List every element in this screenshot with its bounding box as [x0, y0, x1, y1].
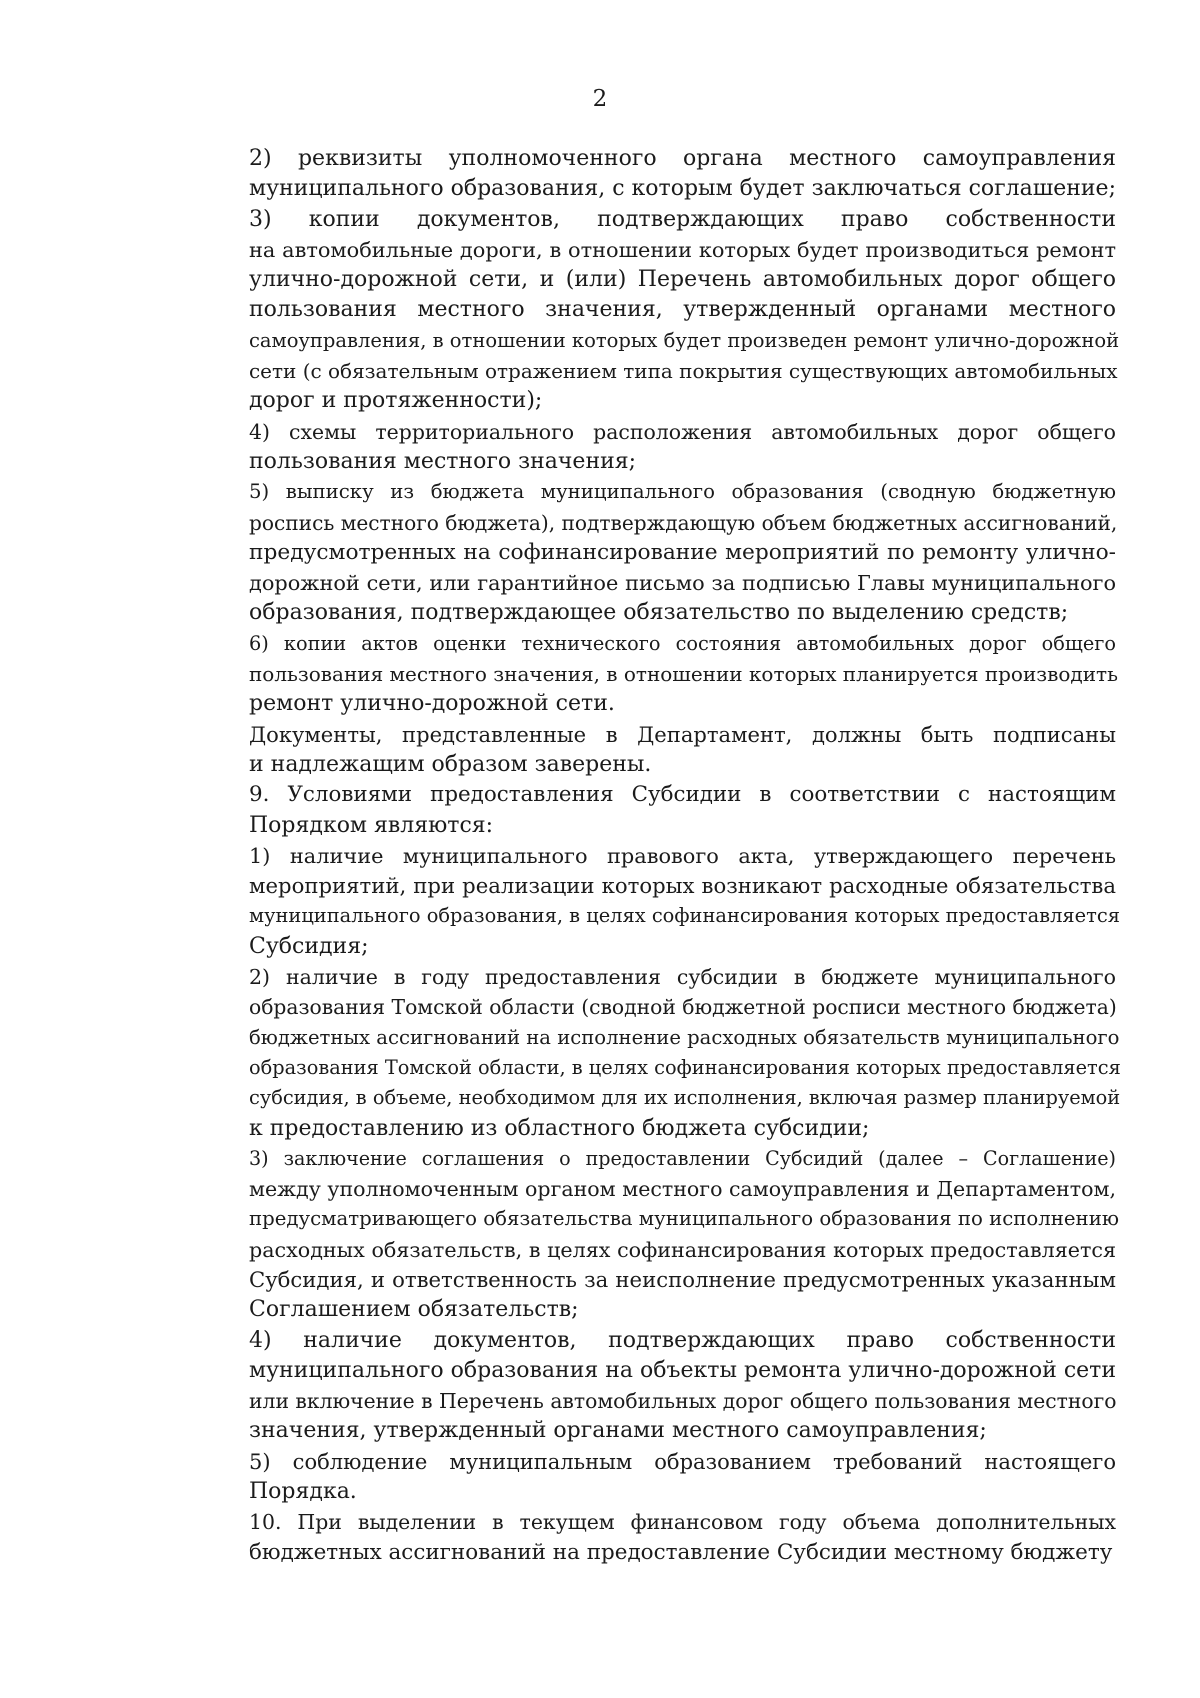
text-line: образования, подтверждающее обязательство по выделению средств; — [249, 600, 1069, 626]
text-line: образования Томской области (сводной бюджетной росписи местного бюджета) — [249, 995, 1117, 1020]
text-line: дорожной сети, или гарантийное письмо за подписью Главы муниципального — [249, 571, 1116, 596]
page-number: 2 — [592, 86, 608, 112]
text-line: бюджетных ассигнований на предоставление Субсидии местному бюджету — [249, 1539, 1113, 1565]
text-line: Порядка. — [249, 1479, 357, 1505]
text-line: 4) схемы территориального расположения автомобильных дорог общего — [249, 419, 1116, 444]
text-line: улично-дорожной сети, и (или) Перечень автомобильных дорог общего — [249, 267, 1116, 293]
text-line: 2) реквизиты уполномоченного органа местного самоуправления — [249, 146, 1116, 171]
text-line: пользования местного значения; — [249, 448, 637, 474]
text-line: пользования местного значения, утвержденный органами местного — [249, 297, 1116, 323]
paragraph — [173, 841, 1120, 962]
text-line: Субсидия; — [249, 933, 369, 959]
text-line: или включение в Перечень автомобильных дорог общего пользования местного — [249, 1389, 1117, 1414]
paragraph — [173, 720, 1116, 781]
text-line: 3) заключение соглашения о предоставлении Субсидий (далее – Соглашение) — [249, 1146, 1116, 1170]
text-line: предусматривающего обязательства муниципального образования по исполнению — [249, 1207, 1119, 1231]
paragraph — [173, 962, 1121, 1144]
text-line: к предоставлению из областного бюджета субсидии; — [249, 1115, 870, 1141]
text-line: 4) наличие документов, подтверждающих право собственности — [249, 1327, 1116, 1353]
text-line: 5) выписку из бюджета муниципального образования (сводную бюджетную — [249, 480, 1116, 504]
text-line: роспись местного бюджета), подтверждающую объем бюджетных ассигнований, — [249, 510, 1118, 535]
text-line: сети (с обязательным отражением типа покрытия существующих автомобильных — [249, 359, 1118, 384]
text-line: муниципального образования на объекты ремонта улично-дорожной сети — [249, 1357, 1116, 1383]
text-line: 2) наличие в году предоставления субсидии в бюджете муниципального — [249, 965, 1116, 990]
text-line: ремонт улично-дорожной сети. — [249, 691, 615, 717]
text-line: субсидия, в объеме, необходимом для их исполнения, включая размер планируемой — [249, 1086, 1121, 1110]
text-line: самоуправления, в отношении которых будет произведен ремонт улично-дорожной — [249, 328, 1120, 352]
text-line: муниципального образования, с которым будет заключаться соглашение; — [249, 176, 1116, 202]
text-line: предусмотренных на софинансирование мероприятий по ремонту улично- — [249, 539, 1116, 565]
text-line: расходных обязательств, в целях софинансирования которых предоставляется — [249, 1237, 1116, 1262]
paragraph — [173, 780, 1116, 841]
text-line: Субсидия, и ответственность за неисполнение предусмотренных указанным — [249, 1266, 1116, 1292]
paragraph — [173, 1144, 1119, 1326]
paragraph — [173, 629, 1116, 720]
text-line: пользования местного значения, в отношении которых планируется производить — [249, 662, 1118, 687]
paragraph — [173, 477, 1116, 628]
text-line: и надлежащим образом заверены. — [249, 751, 652, 777]
paragraph — [173, 1326, 1116, 1447]
text-line: дорог и протяженности); — [249, 388, 543, 414]
text-line: значения, утвержденный органами местного самоуправления; — [249, 1418, 987, 1444]
text-line: между уполномоченным органом местного самоуправления и Департаментом, — [249, 1177, 1116, 1202]
text-line: 6) копии актов оценки технического состояния автомобильных дорог общего — [249, 631, 1116, 655]
text-line: бюджетных ассигнований на исполнение расходных обязательств муниципального — [249, 1025, 1120, 1049]
text-line: Документы, представленные в Департамент, должны быть подписаны — [249, 721, 1116, 747]
document-body — [173, 144, 1121, 1568]
paragraph — [173, 144, 1116, 205]
paragraph — [173, 1507, 1116, 1568]
paragraph — [173, 1447, 1116, 1508]
text-line: мероприятий, при реализации которых возникают расходные обязательства — [249, 873, 1116, 899]
text-line: 10. При выделении в текущем финансовом году объема дополнительных — [249, 1510, 1116, 1535]
text-line: 9. Условиями предоставления Субсидии в соответствии с настоящим — [249, 782, 1116, 808]
text-line: 5) соблюдение муниципальным образованием требований настоящего — [249, 1448, 1116, 1474]
text-line: 3) копии документов, подтверждающих право собственности — [249, 206, 1116, 232]
text-line: Соглашением обязательств; — [249, 1297, 579, 1323]
paragraph — [173, 205, 1120, 417]
text-line: Порядком являются: — [249, 812, 494, 838]
text-line: муниципального образования, в целях софинансирования которых предоставляется — [249, 904, 1120, 928]
text-line: на автомобильные дороги, в отношении которых будет производиться ремонт — [249, 237, 1116, 262]
text-line: образования Томской области, в целях софинансирования которых предоставляется — [249, 1055, 1121, 1079]
paragraph — [173, 417, 1116, 478]
text-line: 1) наличие муниципального правового акта, утверждающего перечень — [249, 843, 1116, 868]
